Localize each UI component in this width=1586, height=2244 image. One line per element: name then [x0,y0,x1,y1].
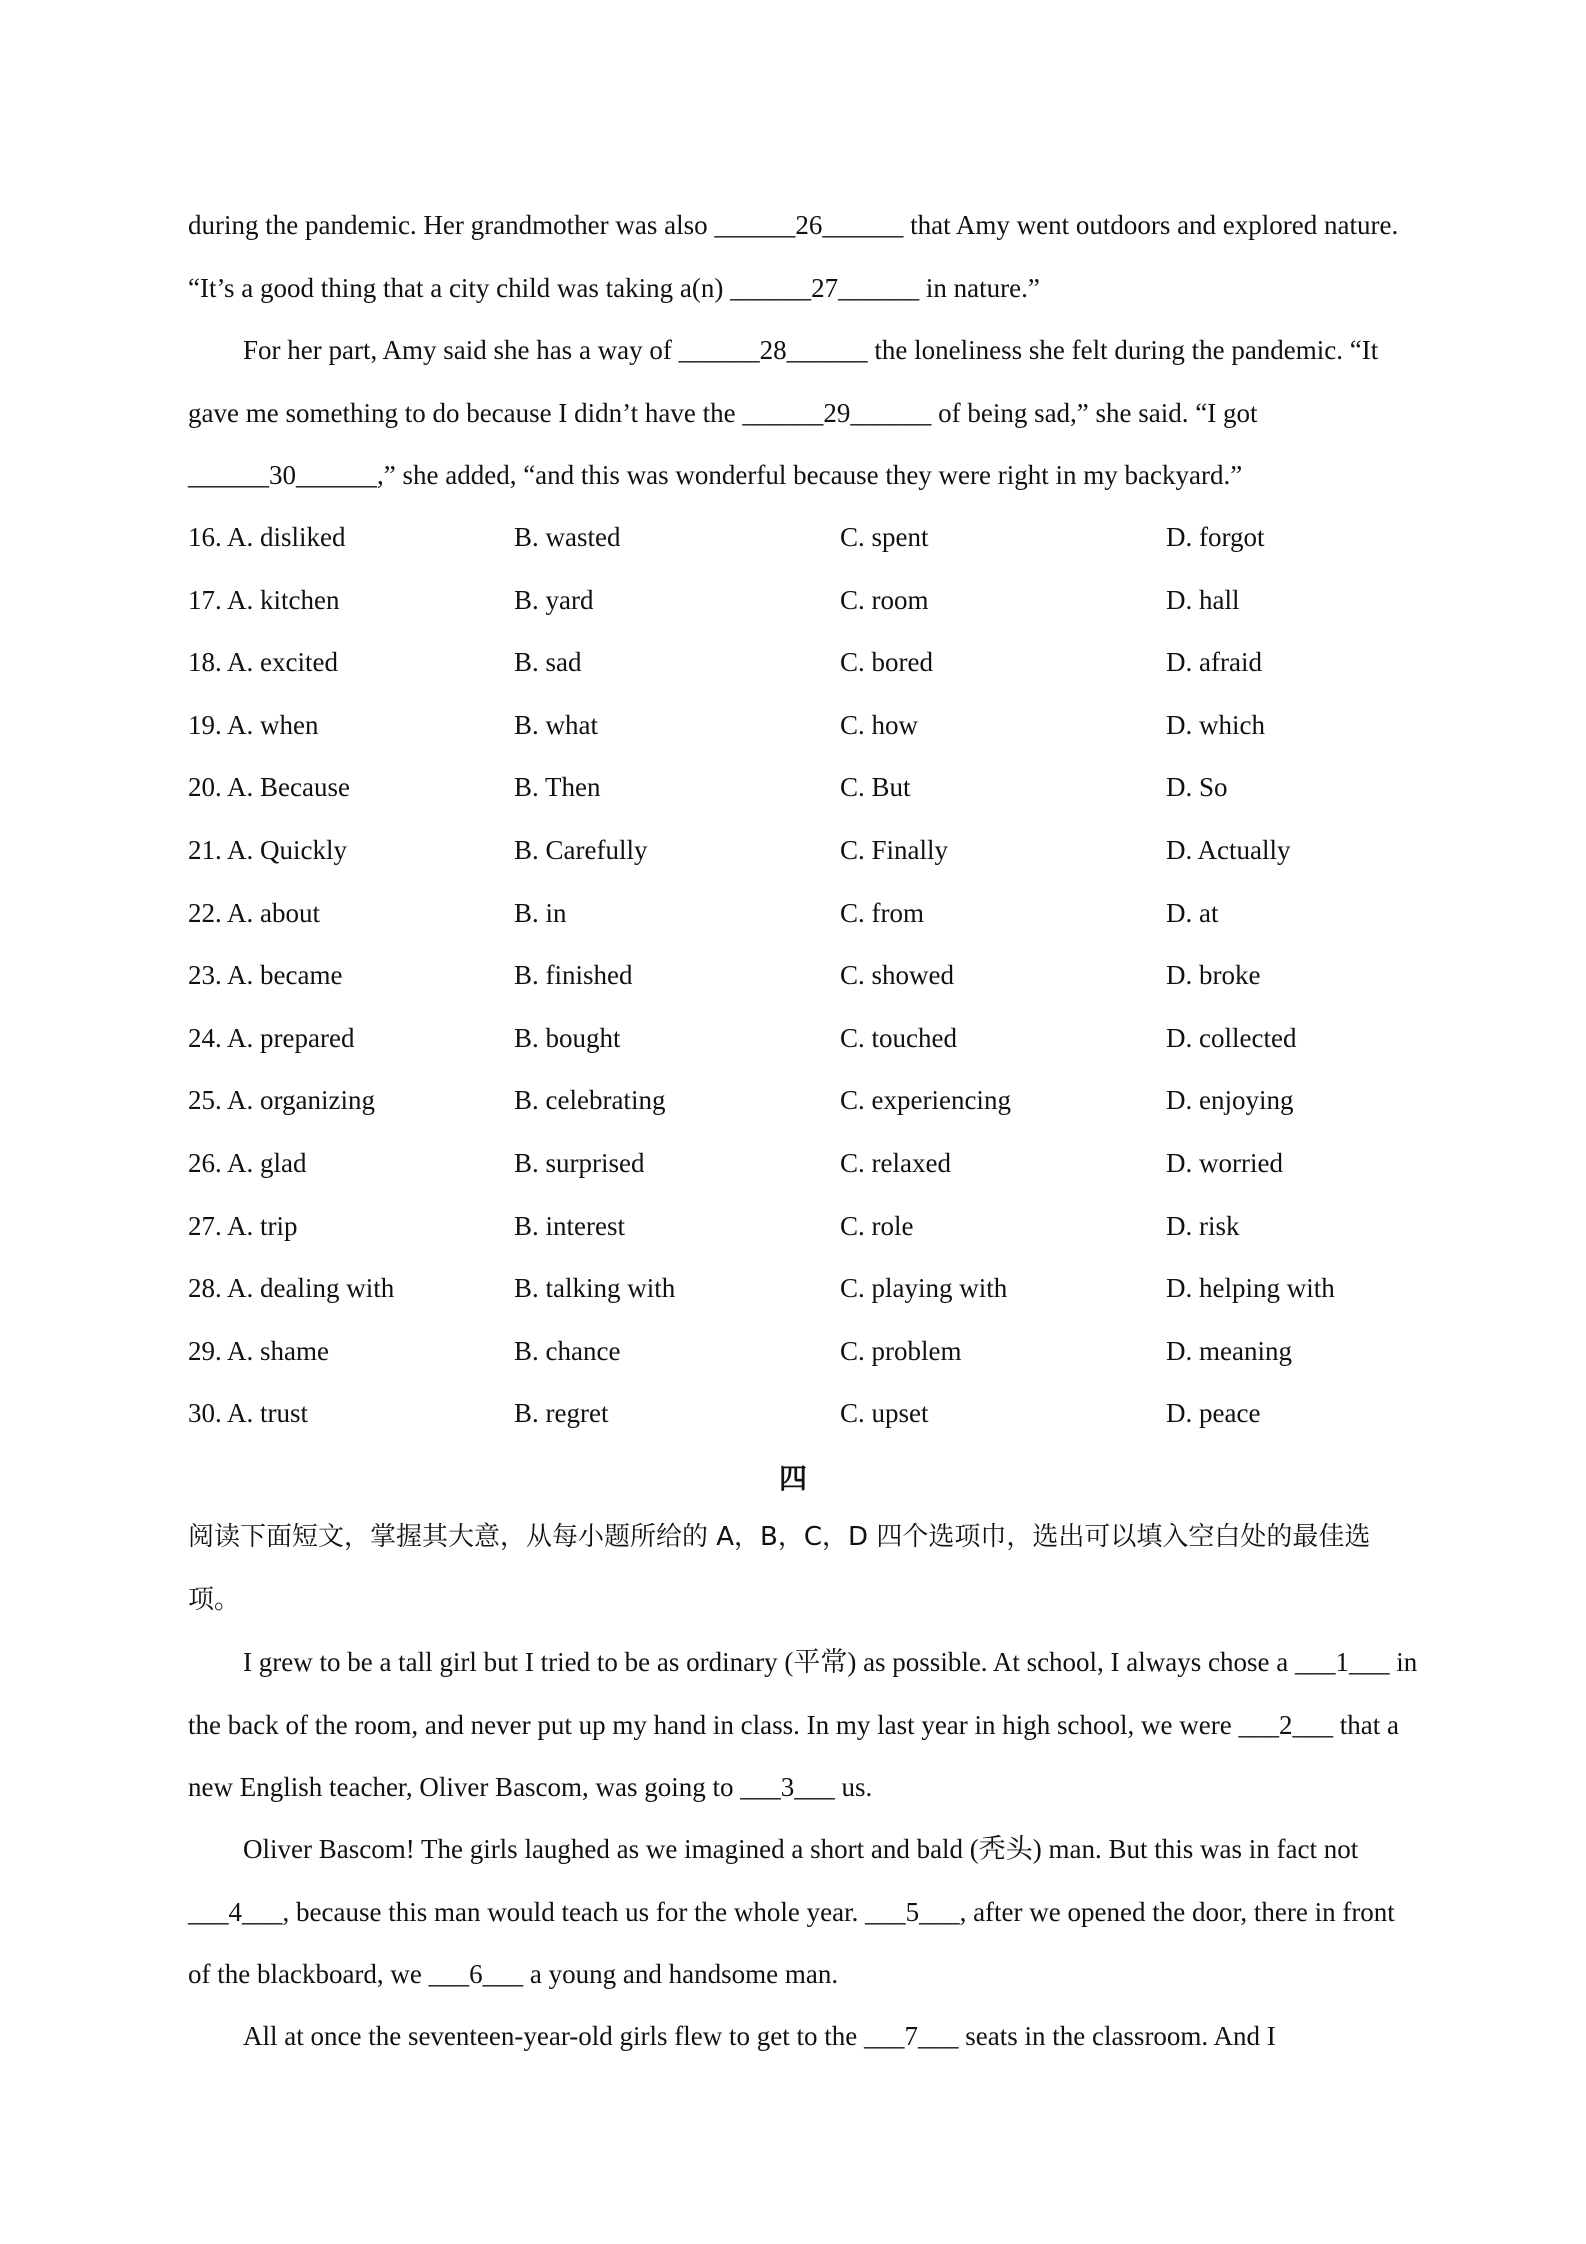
option-d: D. worried [1166,1147,1283,1178]
option-d: D. hall [1166,584,1240,615]
option-a: 28. A. dealing with [188,1273,395,1304]
option-b: B. interest [514,1210,625,1241]
option-row [188,882,1438,945]
passage-top-paragraph-1: during the pandemic. Her grandmother was also ______26______ that Amy went outdoors and explored nature. “It’s a good thing that a city child was taking a(n) ______27______ in nature.” [188,210,1399,303]
option-a: 19. A. when [188,709,319,740]
option-b: B. talking with [514,1273,676,1304]
option-c: C. room [840,584,929,615]
option-a: 29. A. shame [188,1335,329,1366]
option-row [188,694,1438,757]
option-c: C. experiencing [840,1085,1011,1116]
option-b: B. surprised [514,1147,645,1178]
option-c: C. But [840,772,911,803]
option-d: D. So [1166,772,1228,803]
option-b: B. in [514,897,567,928]
option-row [188,569,1438,632]
option-row [188,1195,1438,1258]
option-row [188,1382,1438,1445]
option-c: C. problem [840,1335,962,1366]
option-d: D. collected [1166,1022,1297,1053]
option-a: 22. A. about [188,897,320,928]
option-b: B. Carefully [514,834,648,865]
options-list [188,506,1438,1445]
option-c: C. Finally [840,834,949,865]
option-b: B. bought [514,1022,621,1053]
passage-bottom-paragraph-3: All at once the seventeen-year-old girls flew to get to the ___7___ seats in the classroom. And I [243,2021,1276,2051]
option-a: 26. A. glad [188,1147,307,1178]
option-b: B. Then [514,772,601,803]
option-a: 27. A. trip [188,1210,298,1241]
option-row [188,1069,1438,1132]
option-a: 25. A. organizing [188,1085,375,1116]
option-b: B. celebrating [514,1085,666,1116]
option-d: D. Actually [1166,834,1291,865]
option-c: C. playing with [840,1273,1008,1304]
option-row [188,756,1438,819]
option-d: D. which [1166,709,1265,740]
section-title: 四 [778,1462,807,1495]
option-c: C. showed [840,960,954,991]
option-a: 30. A. trust [188,1398,309,1429]
option-a: 24. A. prepared [188,1022,355,1053]
option-row [188,819,1438,882]
option-b: B. finished [514,960,633,991]
option-c: C. bored [840,647,933,678]
option-row [188,506,1438,569]
option-d: D. risk [1166,1210,1240,1241]
option-b: B. regret [514,1398,609,1429]
passage-top-paragraph-2: For her part, Amy said she has a way of ______28______ the loneliness she felt during the pandemic. “It gave me something to do because I didn’t have the ______29______ of being sad,” she said. “I got ______30______,” she added, “and this was wonderful because they were right in my backyard.” [188,335,1379,490]
option-b: B. yard [514,584,594,615]
option-c: C. how [840,709,919,740]
option-a: 23. A. became [188,960,343,991]
passage-bottom-paragraph-1: I grew to be a tall girl but I tried to be as ordinary (平常) as possible. At school, I always chose a ___1___ in the back of the room, and never put up my hand in class. In my last year in high school, we were ___2___ that a new English teacher, Oliver Bascom, was going to ___3___ us. [188,1647,1418,1802]
option-d: D. afraid [1166,647,1262,678]
option-b: B. sad [514,647,582,678]
option-row [188,1007,1438,1070]
option-a: 20. A. Because [188,772,350,803]
option-d: D. meaning [1166,1335,1292,1366]
option-d: D. peace [1166,1398,1261,1429]
option-c: C. from [840,897,924,928]
option-a: 21. A. Quickly [188,834,347,865]
option-d: D. forgot [1166,522,1265,552]
passage-bottom-paragraph-2: Oliver Bascom! The girls laughed as we imagined a short and bald (秃头) man. But this was in fact not ___4___, because this man would teach us for the whole year. ___5___, after we opened the door, there in front of the blackboard, we ___6___ a young and handsome man. [188,1834,1395,1989]
option-d: D. enjoying [1166,1085,1294,1116]
option-b: B. wasted [514,522,621,552]
option-a: 16. A. disliked [188,522,346,552]
option-row [188,1132,1438,1195]
option-row [188,631,1438,694]
option-c: C. role [840,1210,914,1241]
section-instruction: 阅读下面短文，掌握其大意，从每小题所给的 A，B，C，D 四个选项巾，选出可以填入空白处的最佳选项。 [188,1522,1371,1615]
option-c: C. upset [840,1398,929,1429]
option-c: C. touched [840,1022,957,1053]
option-c: C. relaxed [840,1147,951,1178]
option-c: C. spent [840,522,929,552]
option-d: D. helping with [1166,1273,1335,1304]
option-a: 18. A. excited [188,647,338,678]
option-b: B. chance [514,1335,621,1366]
option-d: D. at [1166,897,1219,928]
option-row [188,1320,1438,1383]
option-b: B. what [514,709,598,740]
option-a: 17. A. kitchen [188,584,340,615]
option-row [188,944,1438,1007]
option-d: D. broke [1166,960,1261,991]
option-row [188,1257,1438,1320]
